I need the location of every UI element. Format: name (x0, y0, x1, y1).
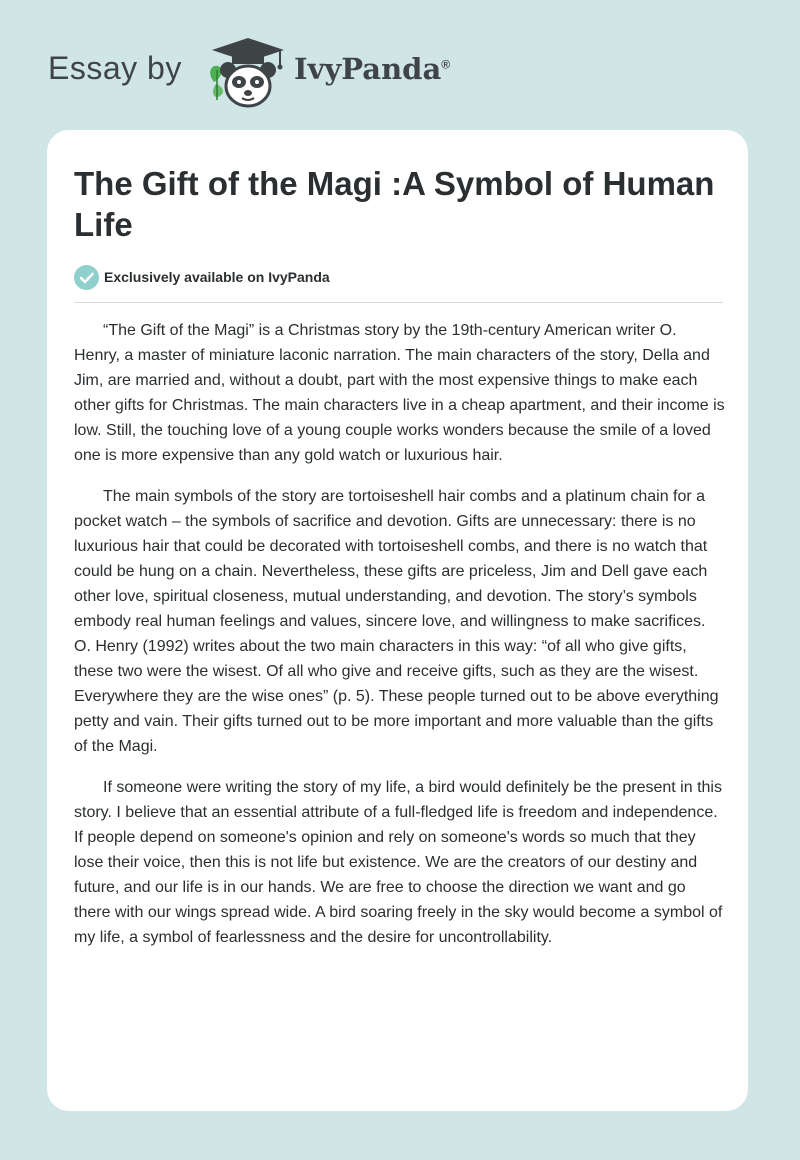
paragraph: “The Gift of the Magi” is a Christmas story by the 19th-century American writer O. Henry, a master of miniature laconic narration. The main characters of the story, Della and Jim, are married and, without a doubt, part with the most expensive things to make each other gifts for Christmas. The main characters live in a cheap apartment, and their income is low. Still, the touching love of a young couple works wonders because the smile of a loved one is more expensive than any gold watch or luxurious hair. (74, 322, 725, 464)
essay-body (74, 318, 725, 966)
exclusive-badge-label: Exclusively available on IvyPanda (104, 269, 330, 285)
divider (74, 302, 723, 303)
site-header (48, 36, 752, 116)
paragraph: The main symbols of the story are tortoiseshell hair combs and a platinum chain for a pocket watch – the symbols of sacrifice and devotion. Gifts are unnecessary: there is no luxurious hair that could be decorated with tortoiseshell combs, and there is no watch that could be hung on a chain. Nevertheless, these gifts are priceless, Jim and Dell gave each other love, spiritual closeness, mutual understanding, and devotion. The story’s symbols embody real human feelings and values, sincere love, and willingness to make sacrifices. O. Henry (1992) writes about the two main characters in this way: “of all who give gifts, these two were the wisest. Of all who give and receive gifts, such as they are the wisest. Everywhere they are the wise ones” (p. 5). These people turned out to be above everything petty and vain. Their gifts turned out to be more important and more valuable than the gifts of the Magi. (74, 488, 719, 755)
essay-title: The Gift of the Magi :A Symbol of Human Life (74, 165, 715, 243)
panda-logo-icon[interactable] (202, 36, 292, 110)
registered-mark: ® (441, 57, 451, 72)
essay-card (47, 130, 748, 1111)
paragraph: If someone were writing the story of my life, a bird would definitely be the present in this story. I believe that an essential attribute of a full-fledged life is freedom and independence. If people depend on someone's opinion and rely on someone's words so much that they lose their voice, then this is not life but existence. We are the creators of our destiny and future, and our life is in our hands. We are free to choose the direction we want and go there with our wings spread wide. A bird soaring freely in the sky would become a symbol of my life, a symbol of fearlessness and the desire for uncontrollability. (74, 779, 723, 946)
check-circle-icon (74, 265, 99, 290)
brand-name[interactable] (294, 52, 450, 86)
essay-by-label: Essay by (48, 50, 182, 86)
brand-name-text: IvyPanda (294, 52, 442, 86)
exclusive-badge (74, 264, 330, 290)
